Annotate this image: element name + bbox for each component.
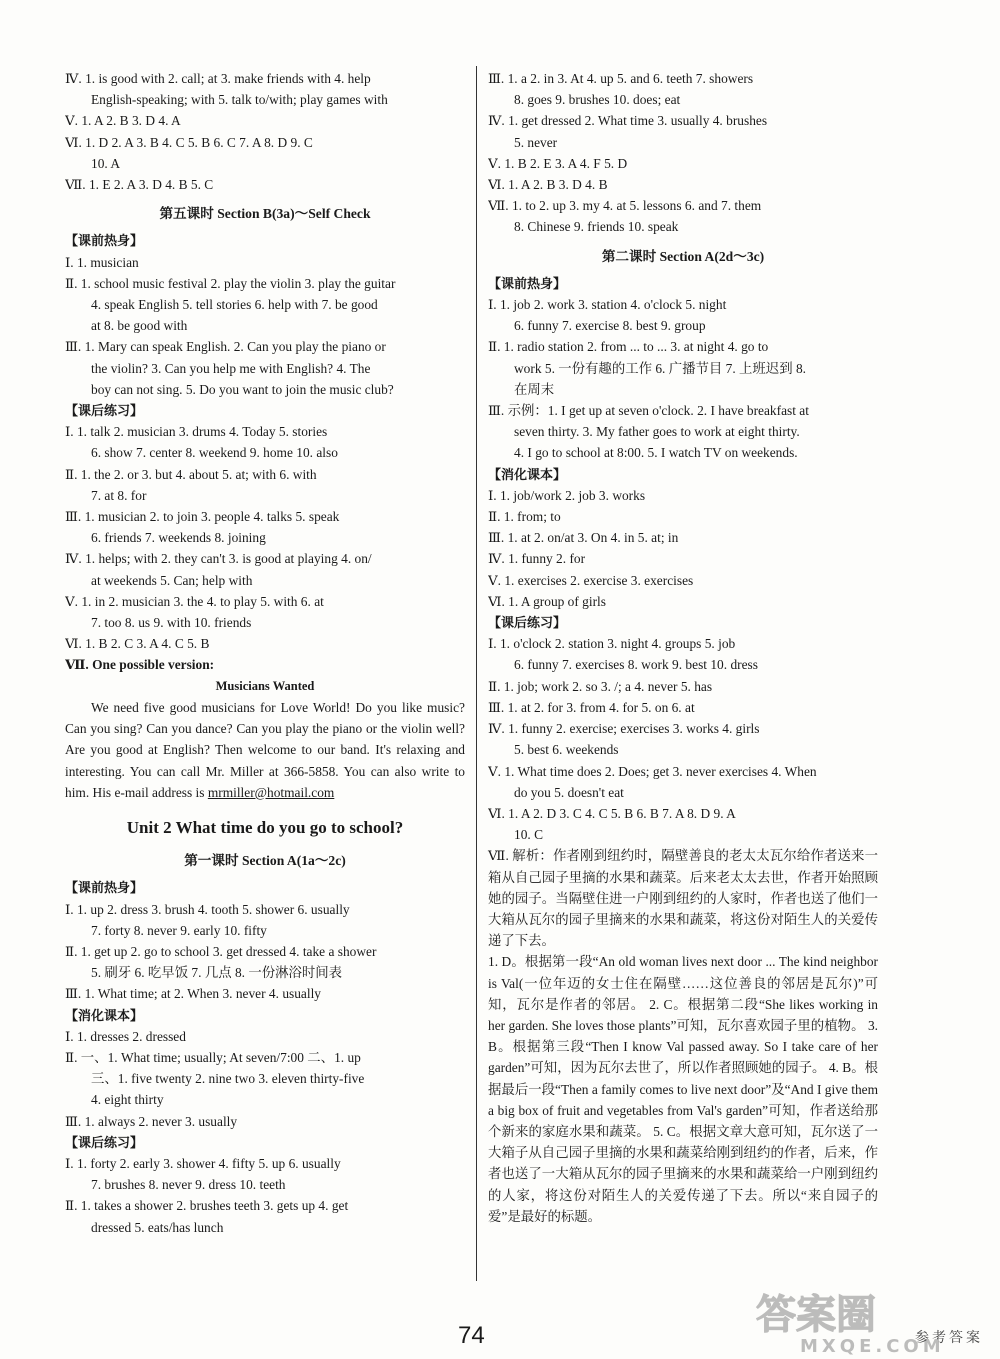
left-column	[65, 68, 465, 1238]
answer-line: Ⅰ. 1. o'clock 2. station 3. night 4. groups 5. job	[488, 636, 736, 652]
answer-line: Ⅴ. 1. in 2. musician 3. the 4. to play 5. with 6. at	[65, 593, 324, 609]
watermark-text: 答案圈	[756, 1292, 876, 1338]
answer-line: Ⅲ. 1. always 2. never 3. usually	[65, 1113, 238, 1129]
answer-line: 8. Chinese 9. friends 10. speak	[514, 219, 679, 235]
answer-line: Ⅱ. 1. school music festival 2. play the violin 3. play the guitar	[65, 275, 396, 291]
essay-body: We need five good musicians for Love World! Do you like music? Can you sing? Can you dance? Can you play the piano or the violin well? Are you good at English? Then welcome to our band. It's relaxing and interesting. You can call Mr. Miller at 366-5858. You can also write to him. His e-mail address is mrmiller@hotmail.com	[65, 699, 465, 800]
answer-line: 5. 刷牙 6. 吃早饭 7. 几点 8. 一份淋浴时间表	[91, 965, 343, 981]
answer-line: Ⅰ. 1. job/work 2. job 3. works	[488, 487, 646, 503]
answer-line: boy can not sing. 5. Do you want to join the music club?	[91, 381, 394, 397]
unit-title: Unit 2 What time do you go to school?	[126, 817, 404, 837]
answers-continued-top	[488, 68, 878, 238]
answer-line: 6. show 7. center 8. weekend 9. home 10. also	[91, 445, 338, 461]
answer-line: 10. A	[91, 155, 121, 171]
section-heading-after-class: 【课后练习】	[65, 403, 144, 419]
answer-line: 6. funny 7. exercise 8. best 9. group	[514, 318, 706, 334]
warmup-answers-3	[488, 294, 878, 464]
lesson2-title: 第二课时 Section A(2d～3c)	[601, 248, 765, 264]
watermark-logo	[752, 1284, 988, 1356]
answer-line: Ⅰ. 1. musician	[65, 254, 139, 270]
answer-line: 10. C	[514, 827, 544, 843]
answer-line: Ⅲ. 1. Mary can speak English. 2. Can you play the piano or	[65, 339, 386, 355]
section-heading-digest-2: 【消化课本】	[488, 466, 567, 482]
answer-line: Ⅶ. 1. E 2. A 3. D 4. B 5. C	[65, 177, 214, 193]
answer-line: Ⅱ. 1. the 2. or 3. but 4. about 5. at; with 6. with	[65, 466, 317, 482]
answer-line: work 5. 一份有趣的工作 6. 广播节目 7. 上班迟到 8.	[514, 360, 806, 376]
answer-line: Ⅲ. 1. musician 2. to join 3. people 4. talks 5. speak	[65, 509, 340, 525]
reading-analysis: Ⅶ. 解析：作者刚到纽约时，隔壁善良的老太太瓦尔给作者送来一箱从自己园子里摘的水果和蔬菜。后来老太太去世，作者开始照顾她的园子。当隔壁住进一户刚到纽约的人家时，作者也送了他们一大箱从瓦尔的园子里摘来的水果和蔬菜，将这份对陌生人的关爱传递了下去。	[488, 848, 878, 949]
answer-line: 5. never	[514, 134, 558, 150]
answer-line: Ⅲ. 1. at 2. for 3. from 4. for 5. on 6. at	[488, 699, 695, 715]
essay-title: Musicians Wanted	[215, 678, 315, 693]
answer-line: 4. speak English 5. tell stories 6. help with 7. be good	[91, 297, 378, 313]
answer-line: Ⅴ. 1. exercises 2. exercise 3. exercises	[488, 572, 694, 588]
after-class-answers-2	[65, 1153, 465, 1238]
after-class-answers-3	[488, 633, 878, 845]
answer-line: Ⅳ. 1. helps; with 2. they can't 3. is good at playing 4. on/	[65, 551, 372, 567]
answer-line: Ⅳ. 1. funny 2. for	[488, 551, 586, 567]
footer-label: 参考答案	[915, 1331, 983, 1346]
watermark-url: MXQE.COM	[800, 1336, 945, 1356]
answer-line: at 8. be good with	[91, 318, 188, 334]
answer-line: Ⅱ. 1. radio station 2. from ... to ... 3. at night 4. go to	[488, 339, 769, 355]
answer-line: 4. eight thirty	[91, 1092, 164, 1108]
after-class-answers	[65, 421, 465, 654]
answer-line: Ⅲ. 1. What time; at 2. When 3. never 4. usually	[65, 986, 321, 1002]
answer-line: Ⅴ. 1. What time does 2. Does; get 3. never exercises 4. When	[488, 763, 817, 779]
answer-line: the violin? 3. Can you help me with English? 4. The	[91, 360, 371, 376]
answer-line: 7. forty 8. never 9. early 10. fifty	[91, 922, 267, 938]
warmup-answers	[65, 252, 465, 400]
answer-line: Ⅰ. 1. talk 2. musician 3. drums 4. Today 5. stories	[65, 424, 328, 440]
answer-line: Ⅰ. 1. dresses 2. dressed	[65, 1028, 186, 1044]
answer-line: Ⅲ. 1. at 2. on/at 3. On 4. in 5. at; in	[488, 530, 679, 546]
answer-line: 7. at 8. for	[91, 487, 147, 503]
lesson5-title: 第五课时 Section B(3a)～Self Check	[159, 206, 371, 222]
page-number: 74	[458, 1322, 485, 1349]
answer-line: Ⅴ. 1. B 2. E 3. A 4. F 5. D	[488, 155, 628, 171]
answer-line: Ⅶ. 1. to 2. up 3. my 4. at 5. lessons 6. and 7. them	[488, 198, 762, 214]
answer-line: Ⅲ. 示例：1. I get up at seven o'clock. 2. I have breakfast at	[488, 403, 809, 419]
answer-line: 6. friends 7. weekends 8. joining	[91, 530, 266, 546]
answer-line: Ⅳ. 1. funny 2. exercise; exercises 3. works 4. girls	[488, 721, 760, 737]
section-heading-digest: 【消化课本】	[65, 1007, 144, 1023]
answer-line: 4. I go to school at 8:00. 5. I watch TV on weekends.	[514, 445, 798, 461]
answer-line: Ⅱ. 1. takes a shower 2. brushes teeth 3. gets up 4. get	[65, 1198, 349, 1214]
answer-line: dressed 5. eats/has lunch	[91, 1219, 224, 1235]
answer-line: Ⅳ. 1. is good with 2. call; at 3. make friends with 4. help	[65, 71, 371, 86]
section-heading-warmup-2: 【课前热身】	[65, 880, 144, 896]
answer-line: Ⅱ. 1. get up 2. go to school 3. get dressed 4. take a shower	[65, 943, 377, 959]
answer-line: Ⅵ. 1. A 2. B 3. D 4. B	[488, 177, 608, 193]
answer-line: Ⅲ. 1. a 2. in 3. At 4. up 5. and 6. teeth 7. showers	[488, 71, 754, 86]
answer-line: Ⅱ. 1. job; work 2. so 3. /; a 4. never 5. has	[488, 678, 713, 694]
section-heading-after-class-3: 【课后练习】	[488, 615, 567, 631]
answer-line: 三、1. five twenty 2. nine two 3. eleven thirty-five	[91, 1071, 365, 1087]
unit1-answers-top	[65, 68, 465, 195]
answer-line: seven thirty. 3. My father goes to work at eight thirty.	[514, 424, 800, 440]
answer-line: do you 5. doesn't eat	[514, 784, 624, 800]
answer-line: Ⅵ. 1. B 2. C 3. A 4. C 5. B	[65, 636, 210, 652]
section-heading-warmup-3: 【课前热身】	[488, 275, 567, 291]
email-address: mrmiller@hotmail.com	[207, 784, 335, 800]
answer-line: Ⅱ. 1. from; to	[488, 509, 561, 525]
reading-answers: 1. D。根据第一段“An old woman lives next door ... The kind neighbor is Val(一位年迈的女士住在隔壁……这位善良的邻居是瓦尔)”可知，瓦尔是作者的邻居。 2. C。根据第二段“She likes working in her garden. She loves those plants”可知，瓦尔喜欢园子里的植物。 3. B。根据第三段“Then I know Val passed away. So I take care of her garden”可知，因为瓦尔去世了，所以作者照顾她的园子。 4. B。根据最后一段“Then a family comes to live next door”及“And I give them a big box of fruit and vegetables from Val's garden”可知，作者送给那个新来的家庭水果和蔬菜。 5. C。根据文章大意可知，瓦尔送了一大箱子从自己园子里摘的水果和蔬菜给刚到纽约的作者，后来，作者也送了一大箱从瓦尔的园子里摘来的水果和蔬菜给一户刚到纽约的人家，将这份对陌生人的关爱传递了下去。所以“来自园子的爱”是最好的标题。	[488, 954, 878, 1224]
section-heading-after-class-2: 【课后练习】	[65, 1134, 144, 1150]
lesson1-title: 第一课时 Section A(1a～2c)	[184, 853, 346, 869]
right-column	[488, 68, 878, 1227]
warmup-answers-2	[65, 899, 465, 1005]
answer-line: Ⅱ. 一、1. What time; usually; At seven/7:00 二、1. up	[65, 1049, 361, 1065]
answer-line: English-speaking; with 5. talk to/with; play games with	[91, 92, 388, 108]
answer-line: 在周末	[514, 381, 555, 397]
answer-line: Ⅳ. 1. get dressed 2. What time 3. usually 4. brushes	[488, 113, 768, 129]
possible-version-label: Ⅶ. One possible version:	[65, 657, 215, 673]
answer-line: 6. funny 7. exercises 8. work 9. best 10. dress	[514, 657, 758, 673]
answer-line: Ⅵ. 1. D 2. A 3. B 4. C 5. B 6. C 7. A 8. D 9. C	[65, 134, 313, 150]
answer-line: Ⅴ. 1. A 2. B 3. D 4. A	[65, 113, 181, 129]
answer-line: Ⅵ. 1. A group of girls	[488, 593, 606, 609]
answer-line: 8. goes 9. brushes 10. does; eat	[514, 92, 681, 108]
answer-line: 7. too 8. us 9. with 10. friends	[91, 615, 252, 631]
answer-line: 5. best 6. weekends	[514, 742, 619, 758]
answer-line: 7. brushes 8. never 9. dress 10. teeth	[91, 1177, 286, 1193]
answer-line: at weekends 5. Can; help with	[91, 572, 253, 588]
answer-line: Ⅰ. 1. up 2. dress 3. brush 4. tooth 5. shower 6. usually	[65, 901, 350, 917]
answer-line: Ⅵ. 1. A 2. D 3. C 4. C 5. B 6. B 7. A 8. D 9. A	[488, 805, 736, 821]
section-heading-warmup: 【课前热身】	[65, 233, 144, 249]
digest-answers-2	[488, 485, 878, 612]
answer-line: Ⅰ. 1. forty 2. early 3. shower 4. fifty 5. up 6. usually	[65, 1155, 341, 1171]
digest-answers	[65, 1026, 465, 1132]
answer-line: Ⅰ. 1. job 2. work 3. station 4. o'clock 5. night	[488, 297, 727, 313]
column-divider	[476, 66, 477, 1281]
